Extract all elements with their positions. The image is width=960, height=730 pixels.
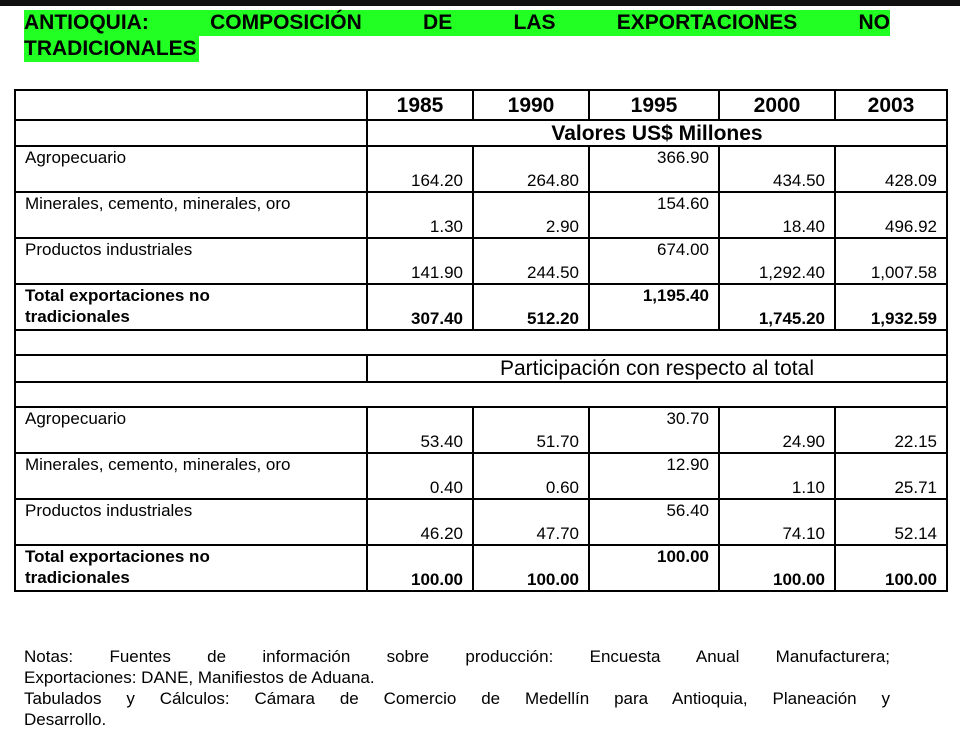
table-row: [15, 146, 947, 192]
table-cell: 100.00: [835, 545, 947, 591]
table-cell: 1,745.20: [719, 284, 835, 330]
table-cell: 1,195.40: [589, 284, 719, 330]
table-cell: 244.50: [473, 238, 589, 284]
section-values-row: [15, 120, 947, 146]
year-header: 1995: [589, 90, 719, 120]
spacer-cell: [15, 330, 947, 355]
spacer-row: [15, 330, 947, 355]
table-row: [15, 192, 947, 238]
table-cell: 74.10: [719, 499, 835, 545]
table-cell: 1,007.58: [835, 238, 947, 284]
section-share-title: Participación con respecto al total: [367, 355, 947, 382]
notes-line: Tabulados y Cálculos: Cámara de Comercio de Medellín para Antioquia, Planeación y: [24, 689, 890, 708]
table-cell: 100.00: [589, 545, 719, 591]
row-label: Productos industriales: [15, 499, 367, 545]
row-label: [15, 284, 367, 330]
total-label-line: Total exportaciones no: [25, 547, 210, 566]
table-row: [15, 453, 947, 499]
row-label: Agropecuario: [15, 407, 367, 453]
year-header: 1985: [367, 90, 473, 120]
total-label-line: tradicionales: [25, 307, 130, 326]
table-row: [15, 499, 947, 545]
title-word: NO: [858, 11, 890, 34]
section-share-row: [15, 355, 947, 382]
total-label-line: Total exportaciones no: [25, 286, 210, 305]
table-cell: 0.60: [473, 453, 589, 499]
table-cell: 264.80: [473, 146, 589, 192]
row-label: Agropecuario: [15, 146, 367, 192]
table-cell: 47.70: [473, 499, 589, 545]
table-cell: 2.90: [473, 192, 589, 238]
total-label-line: tradicionales: [25, 568, 130, 587]
table-row: [15, 407, 947, 453]
title-word: COMPOSICIÓN: [210, 11, 362, 34]
table-cell: 1,932.59: [835, 284, 947, 330]
section-values-title: Valores US$ Millones: [367, 120, 947, 146]
row-label: [15, 545, 367, 591]
table-row: [15, 238, 947, 284]
table-cell: 307.40: [367, 284, 473, 330]
row-label: Productos industriales: [15, 238, 367, 284]
table-cell: 1,292.40: [719, 238, 835, 284]
table-cell: 366.90: [589, 146, 719, 192]
section-empty-cell: [15, 355, 367, 382]
title-line-2: TRADICIONALES: [24, 37, 197, 60]
header-empty-cell: [15, 90, 367, 120]
table-cell: 100.00: [473, 545, 589, 591]
table-cell: 428.09: [835, 146, 947, 192]
year-header: 1990: [473, 90, 589, 120]
table-cell: 51.70: [473, 407, 589, 453]
table-cell: 18.40: [719, 192, 835, 238]
table-cell: 53.40: [367, 407, 473, 453]
table-cell: 100.00: [367, 545, 473, 591]
year-header-row: [15, 90, 947, 120]
table-cell: 164.20: [367, 146, 473, 192]
spacer-cell: [15, 382, 947, 407]
table-cell: 434.50: [719, 146, 835, 192]
table-cell: 154.60: [589, 192, 719, 238]
table-cell: 22.15: [835, 407, 947, 453]
table-cell: 100.00: [719, 545, 835, 591]
total-row: [15, 284, 947, 330]
total-row: [15, 545, 947, 591]
table-cell: 1.10: [719, 453, 835, 499]
table-cell: 12.90: [589, 453, 719, 499]
notes-line: Exportaciones: DANE, Manifiestos de Aduana.: [24, 668, 375, 687]
notes-line: Desarrollo.: [24, 710, 107, 729]
table-cell: 52.14: [835, 499, 947, 545]
top-rule: [0, 0, 960, 6]
table-cell: 25.71: [835, 453, 947, 499]
title-word: ANTIOQUIA:: [24, 11, 149, 34]
year-header: 2003: [835, 90, 947, 120]
row-label: Minerales, cemento, minerales, oro: [15, 453, 367, 499]
title-word: LAS: [513, 11, 556, 34]
notes-line: Notas: Fuentes de información sobre producción: Encuesta Anual Manufacturera;: [24, 647, 890, 666]
table-cell: 1.30: [367, 192, 473, 238]
row-label: Minerales, cemento, minerales, oro: [15, 192, 367, 238]
title-line-1: [24, 10, 890, 36]
table-cell: 56.40: [589, 499, 719, 545]
section-empty-cell: [15, 120, 367, 146]
table-cell: 24.90: [719, 407, 835, 453]
spacer-row: [15, 382, 947, 407]
table-cell: 496.92: [835, 192, 947, 238]
table-cell: 30.70: [589, 407, 719, 453]
table-cell: 141.90: [367, 238, 473, 284]
document-title: [24, 10, 890, 62]
table-cell: 46.20: [367, 499, 473, 545]
title-word: EXPORTACIONES: [616, 11, 798, 34]
notes: [24, 646, 890, 730]
title-word: DE: [423, 11, 453, 34]
year-header: 2000: [719, 90, 835, 120]
table-cell: 674.00: [589, 238, 719, 284]
table-cell: 0.40: [367, 453, 473, 499]
exports-table: [14, 89, 948, 592]
table-cell: 512.20: [473, 284, 589, 330]
